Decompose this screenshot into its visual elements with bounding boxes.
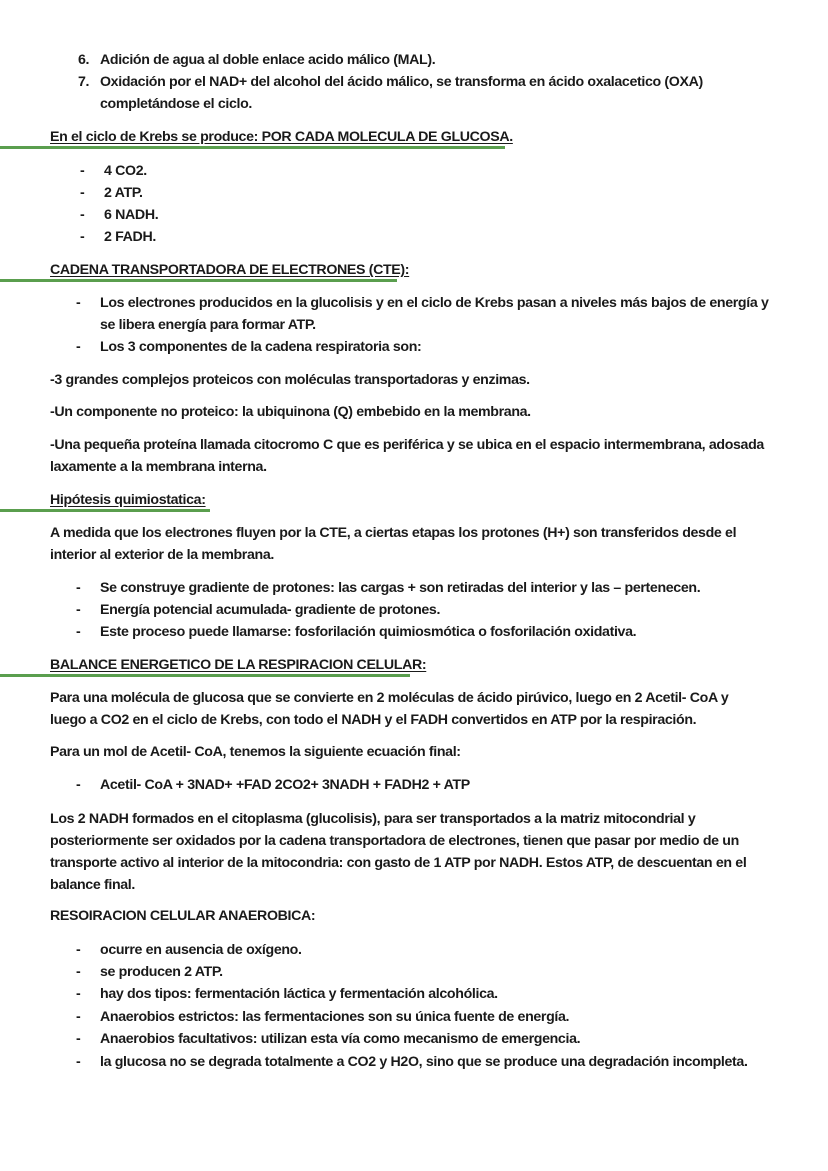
list-item: Se construye gradiente de protones: las cargas + son retiradas del interior y las – pertenecen. [100,580,701,596]
dash-bullet: - [76,1009,81,1025]
paragraph: -3 grandes complejos proteicos con moléculas transportadoras y enzimas. [50,372,530,388]
dash-bullet: - [76,942,81,958]
section-heading-krebs: En el ciclo de Krebs se produce: POR CADA MOLECULA DE GLUCOSA. [50,129,513,145]
list-item: 2 FADH. [104,229,156,245]
list-item-text: completándose el ciclo. [100,96,253,112]
heading-rule [0,146,505,149]
list-item: Los 3 componentes de la cadena respiratoria son: [100,339,422,355]
dash-bullet: - [76,602,81,618]
list-item: ocurre en ausencia de oxígeno. [100,942,302,958]
dash-bullet: - [76,964,81,980]
list-item: Anaerobios facultativos: utilizan esta vía como mecanismo de emergencia. [100,1031,581,1047]
dash-bullet: - [80,163,85,179]
paragraph: interior al exterior de la membrana. [50,547,274,563]
list-item-text: Oxidación por el NAD+ del alcohol del ácido málico, se transforma en ácido oxalacetico (OXA) [100,74,703,90]
paragraph: transporte activo al interior de la mitocondria: con gasto de 1 ATP por NADH. Estos ATP, de descuentan en el [50,855,747,871]
dash-bullet: - [76,1031,81,1047]
section-heading-hipotesis: Hipótesis quimiostatica: [50,492,206,508]
list-item: Energía potencial acumulada- gradiente de protones. [100,602,441,618]
paragraph: laxamente a la membrana interna. [50,459,267,475]
heading-rule [0,279,397,282]
list-item: 4 CO2. [104,163,147,179]
list-item: Anaerobios estrictos: las fermentaciones son su única fuente de energía. [100,1009,570,1025]
dash-bullet: - [76,580,81,596]
paragraph: -Una pequeña proteína llamada citocromo C que es periférica y se ubica en el espacio intermembrana, adosada [50,437,764,453]
paragraph: posteriormente ser oxidados por la cadena transportadora de electrones, tienen que pasar por medio de un [50,833,739,849]
list-number: 6. [78,52,90,68]
paragraph: Los 2 NADH formados en el citoplasma (glucolisis), para ser transportados a la matriz mitocondrial y [50,811,696,827]
list-item: Este proceso puede llamarse: fosforilación quimiosmótica o fosforilación oxidativa. [100,624,637,640]
dash-bullet: - [76,624,81,640]
dash-bullet: - [80,229,85,245]
dash-bullet: - [80,207,85,223]
dash-bullet: - [76,777,81,793]
dash-bullet: - [80,185,85,201]
list-item-text: Adición de agua al doble enlace acido málico (MAL). [100,52,436,68]
dash-bullet: - [76,1054,81,1070]
paragraph: balance final. [50,877,135,893]
list-item: hay dos tipos: fermentación láctica y fermentación alcohólica. [100,986,498,1002]
list-number: 7. [78,74,90,90]
list-item: la glucosa no se degrada totalmente a CO2 y H2O, sino que se produce una degradación incompleta. [100,1054,748,1070]
dash-bullet: - [76,339,81,355]
dash-bullet: - [76,986,81,1002]
heading-rule [0,509,210,512]
heading-rule [0,674,410,677]
equation: Acetil- CoA + 3NAD+ +FAD 2CO2+ 3NADH + FADH2 + ATP [100,777,470,793]
section-heading-cte: CADENA TRANSPORTADORA DE ELECTRONES (CTE): [50,262,410,278]
paragraph: -Un componente no proteico: la ubiquinona (Q) embebido en la membrana. [50,404,531,420]
list-item: 2 ATP. [104,185,143,201]
dash-bullet: - [76,295,81,311]
paragraph: Para un mol de Acetil- CoA, tenemos la siguiente ecuación final: [50,744,461,760]
list-item: 6 NADH. [104,207,159,223]
list-item: se libera energía para formar ATP. [100,317,316,333]
paragraph: A medida que los electrones fluyen por la CTE, a ciertas etapas los protones (H+) son transferidos desde el [50,525,737,541]
list-item: se producen 2 ATP. [100,964,223,980]
section-heading-balance: BALANCE ENERGETICO DE LA RESPIRACION CELULAR: [50,657,427,673]
paragraph: Para una molécula de glucosa que se convierte en 2 moléculas de ácido pirúvico, luego en 2 Acetil- CoA y [50,690,729,706]
section-heading-anaerobica: RESOIRACION CELULAR ANAEROBICA: [50,908,316,924]
list-item: Los electrones producidos en la glucolisis y en el ciclo de Krebs pasan a niveles más bajos de energía y [100,295,769,311]
paragraph: luego a CO2 en el ciclo de Krebs, con todo el NADH y el FADH convertidos en ATP por la respiración. [50,712,697,728]
